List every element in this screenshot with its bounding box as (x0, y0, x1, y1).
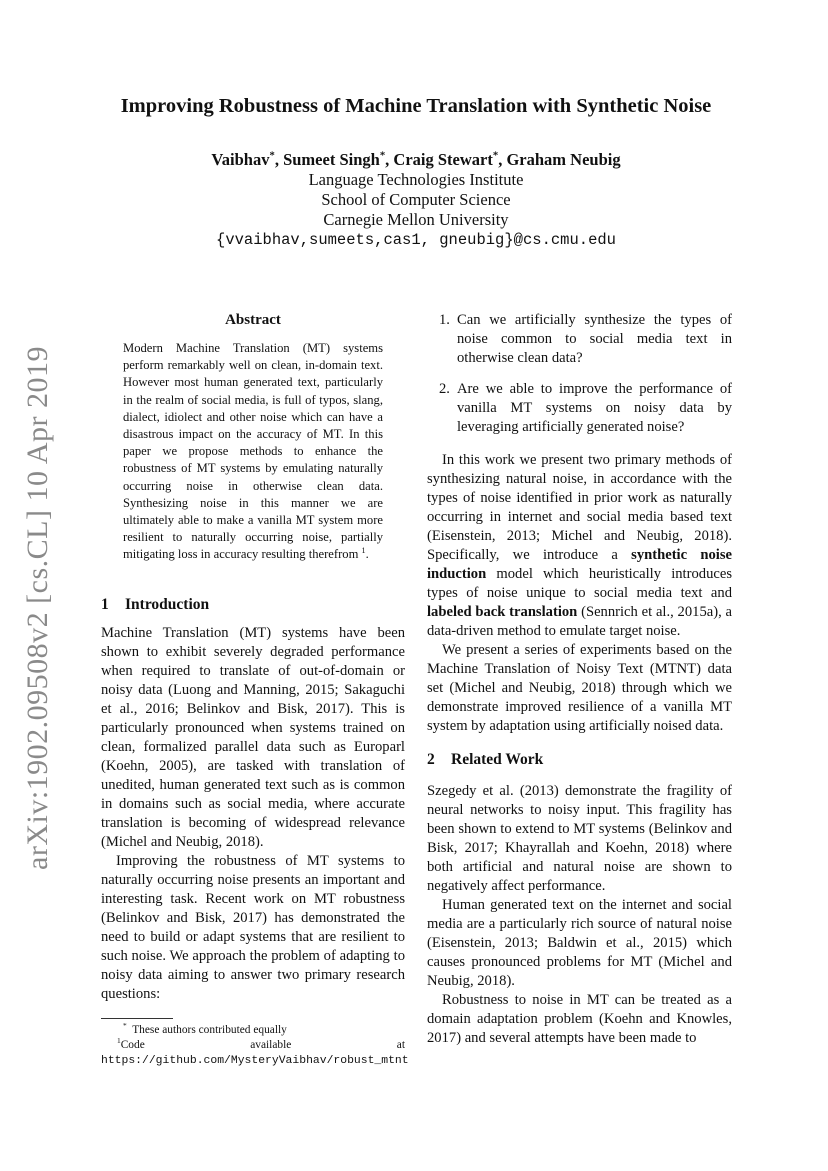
affiliation-line: Carnegie Mellon University (323, 210, 509, 229)
list-text: Are we able to improve the performance of vanilla MT systems on noisy data by leveraging artificially generated noise? (457, 381, 732, 435)
related-paragraph: Szegedy et al. (2013) demonstrate the fragility of neural networks to noisy input. This fragility has been shown to extend to MT systems (Belinkov and Bisk, 2017; Khayrallah and Koehn, 2018) where both artificial and natural noise are shown to negatively affect performance. (427, 783, 732, 894)
intro-paragraph: Machine Translation (MT) systems have been shown to exhibit severely degraded performance when required to translate of out-of-domain or noisy data (Luong and Manning, 2015; Sakaguchi et al., 2016; Belinkov and Bisk, 2017). This is particularly pronounced when systems trained on clean, formalized parallel data such as Europarl (Koehn, 2005), are tasked with translation of unedited, human generated text such as is common in domains such as social media, where accurate translation is becoming of widespread relevance (Michel and Neubig, 2018). (101, 624, 405, 850)
author-names: Vaibhav*, Sumeet Singh*, Craig Stewart*, Graham Neubig (211, 149, 621, 169)
text-run: (Sennrich et al., 2015a), a data-driven method to emulate target noise. (427, 604, 732, 639)
abstract-body: Modern Machine Translation (MT) systems perform remarkably well on clean, in-domain text. However most human generated text, particularly in the realm of social media, is full of typos, slang, dialect, idiolect and other noise which can have a disastrous impact on the accuracy of MT. In this paper we propose methods to enhance the robustness of MT systems by emulating naturally occurring noise in otherwise clean data. Synthesizing noise in this manner we are ultimately able to make a vanilla MT system more resilient to naturally occurring noise, partially mitigating loss in accuracy resulting therefrom (123, 341, 383, 562)
body-paragraph (427, 451, 732, 641)
footnote-mark: * (123, 1020, 127, 1030)
author-name: Sumeet Singh (283, 150, 380, 169)
section-heading-related-work (427, 750, 732, 769)
footnote-rule (101, 1018, 173, 1019)
section-number: 2 (427, 751, 435, 768)
list-text: Can we artificially synthesize the types of noise common to social media text in otherwise clean data? (457, 312, 732, 366)
footnote-text: Code available at (120, 1038, 405, 1051)
list-number: 1. (439, 312, 450, 328)
body-paragraph: We present a series of experiments based on the Machine Translation of Noisy Text (MTNT) data set (Michel and Neubig, 2018) through which we demonstrate improved resilience of a vanilla MT system by adaptation using artificially noised data. (427, 642, 732, 734)
footnote-code (101, 1035, 409, 1069)
list-item (427, 311, 732, 368)
abstract-text (123, 340, 383, 564)
author-block (100, 150, 732, 250)
research-questions (427, 311, 732, 437)
list-number: 2. (439, 381, 450, 397)
bold-term: labeled back translation (427, 604, 578, 620)
equal-contribution-mark: * (379, 149, 386, 162)
abstract-end: . (365, 547, 369, 562)
section-number: 1 (101, 595, 109, 613)
text-run: In this work we present two primary methods of synthesizing natural noise, in accordance with the types of noise identified in prior work as naturally occurring in internet and social media based text (Eisenstein, 2013; Michel and Neubig, 2018). Specifically, we introduce a (427, 452, 732, 563)
abstract-heading: Abstract (225, 312, 281, 328)
intro-paragraph: Improving the robustness of MT systems to naturally occurring noise presents an important and interesting task. Recent work on MT robustness (Belinkov and Bisk, 2017) has demonstrated the need to build or adapt systems that are resilient to such noise. We approach the problem of adapting to noisy data aiming to answer two primary research questions: (101, 852, 405, 1002)
footnote-text: These authors contributed equally (132, 1023, 287, 1036)
footnote-ref: 1 (361, 546, 366, 556)
arxiv-id: arXiv:1902.09508v2 [cs.CL] 10 Apr 2019 (21, 345, 55, 870)
footnote-mark: 1 (117, 1035, 121, 1045)
affiliation-line: Language Technologies Institute (308, 170, 524, 189)
author-emails: {vvaibhav,sumeets,cas1, gneubig}@cs.cmu.edu (216, 231, 616, 249)
footnote-equal (101, 1020, 405, 1038)
affiliation-line: School of Computer Science (321, 190, 511, 209)
author-name: Craig Stewart (393, 150, 493, 169)
author-name: Graham Neubig (506, 150, 621, 169)
equal-contribution-mark: * (492, 149, 499, 162)
paper-title: Improving Robustness of Machine Translation with Synthetic Noise (120, 95, 712, 117)
right-column (427, 311, 732, 1048)
author-name: Vaibhav (211, 150, 270, 169)
section-title: Related Work (451, 751, 544, 768)
bold-term: synthetic noise induction (427, 547, 733, 582)
text-run: model which heuristically introduces types of noise unique to social media text and (427, 566, 733, 601)
section-title: Introduction (125, 595, 210, 613)
equal-contribution-mark: * (269, 149, 275, 162)
arxiv-sidebar (18, 345, 58, 870)
left-column (101, 311, 409, 1069)
related-paragraph: Robustness to noise in MT can be treated as a domain adaptation problem (Koehn and Knowles, 2017) and several attempts have been made to (427, 992, 732, 1046)
related-paragraph: Human generated text on the internet and social media are a particularly rich source of natural noise (Eisenstein, 2013; Baldwin et al., 2015) which causes pronounced problems for MT (Michel and Neubig, 2018). (427, 897, 732, 989)
list-item (427, 380, 732, 437)
code-url-link[interactable]: https://github.com/MysteryVaibhav/robust_mtnt (101, 1054, 409, 1067)
section-heading-introduction (101, 595, 405, 614)
